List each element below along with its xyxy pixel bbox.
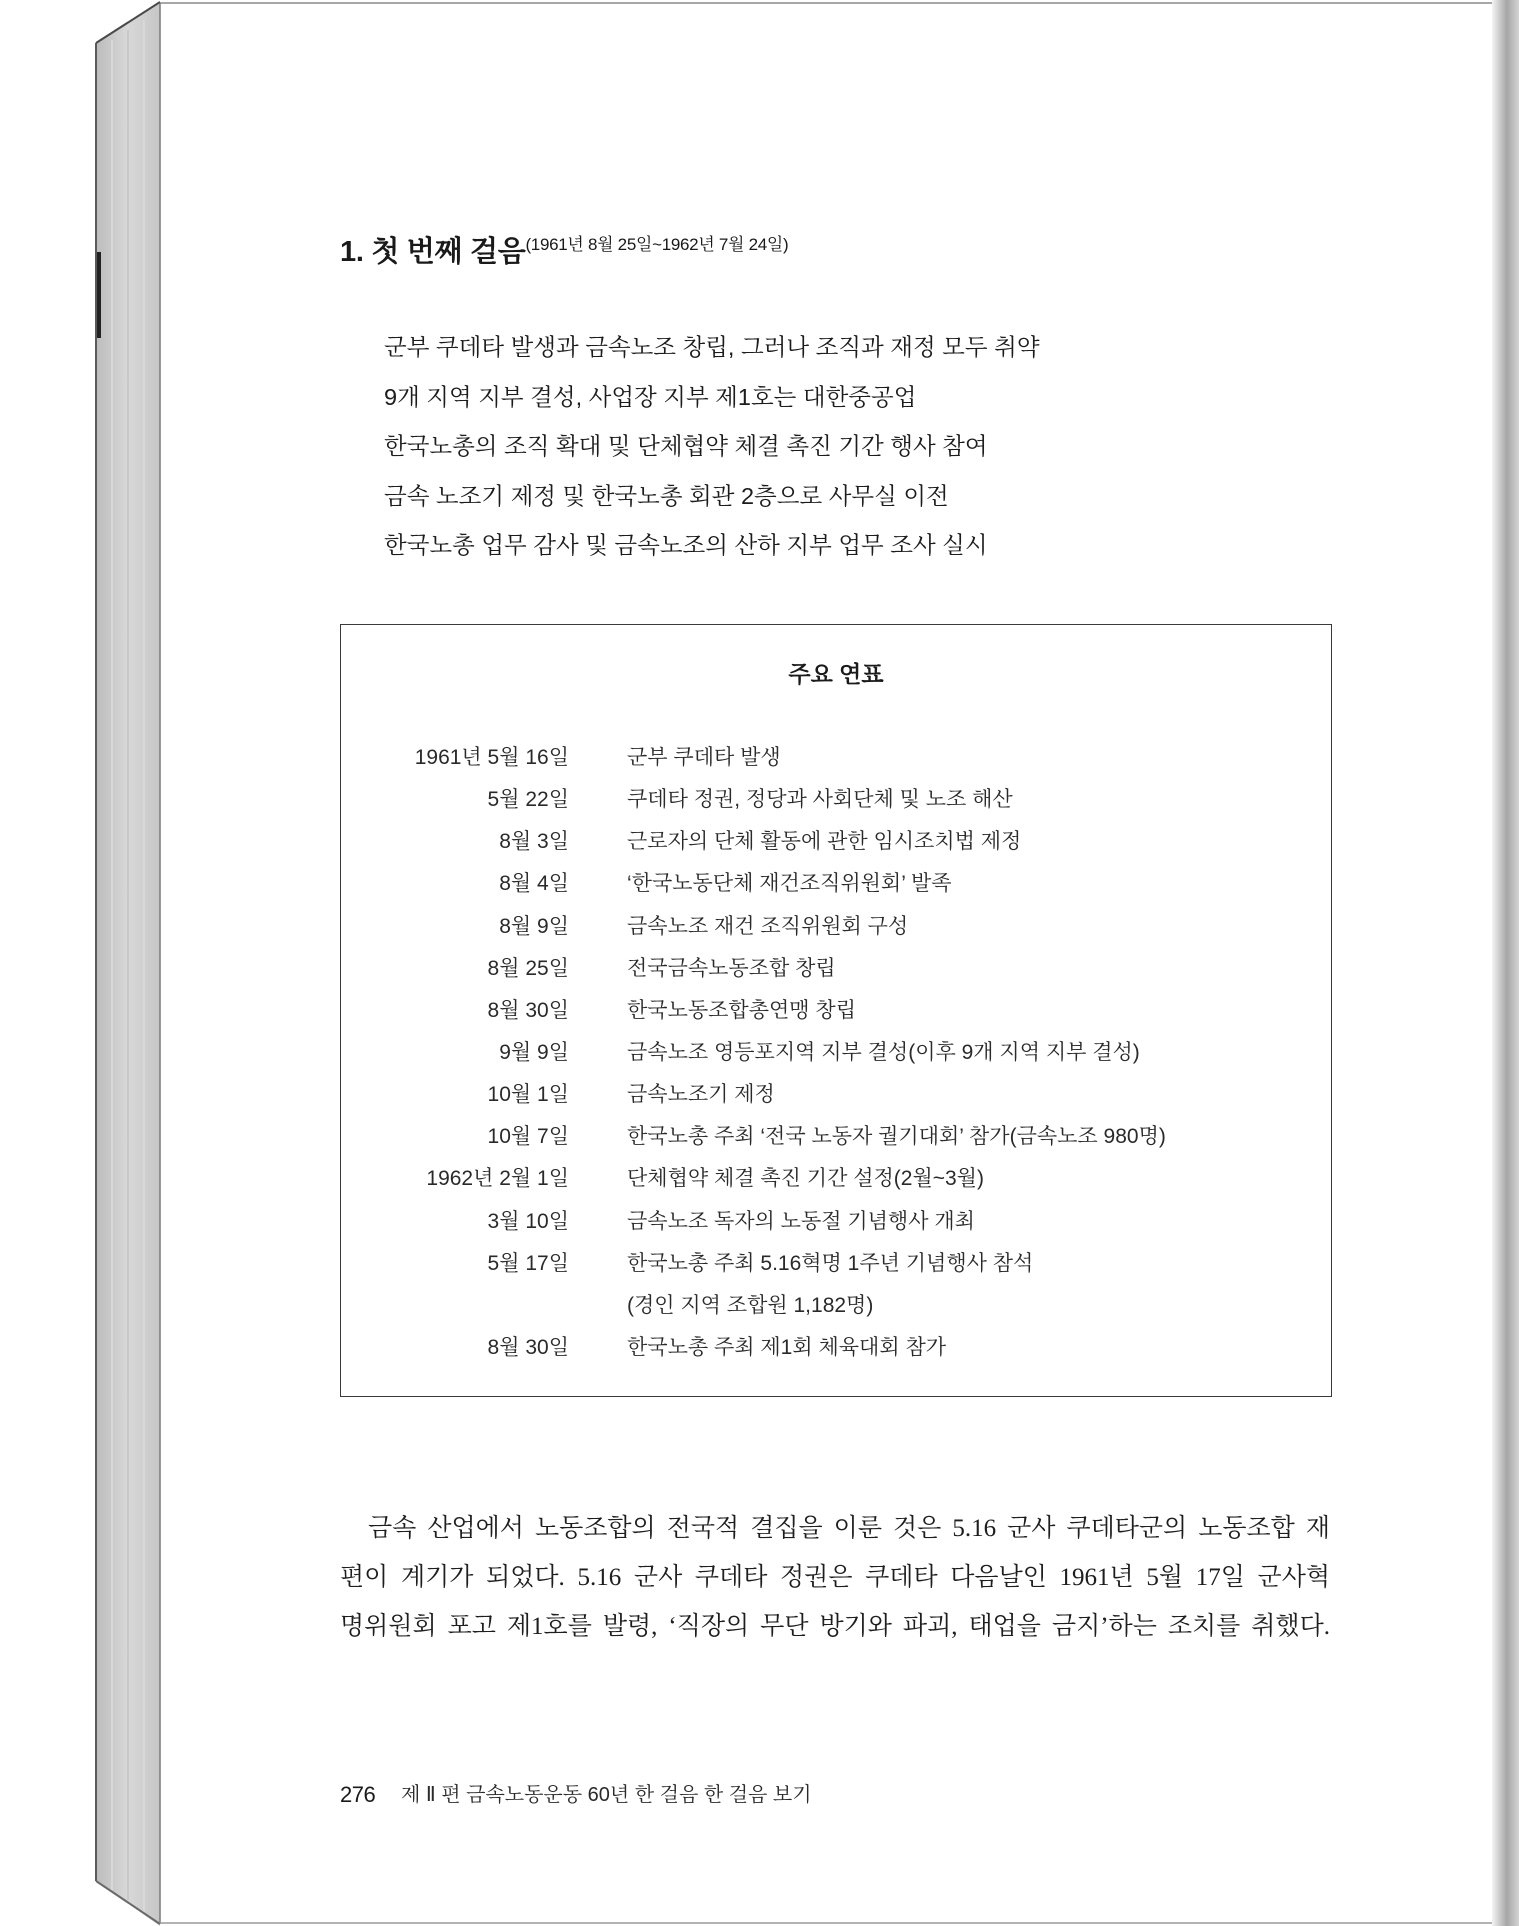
chronology-event: 쿠데타 정권, 정당과 사회단체 및 노조 해산 (627, 788, 1013, 812)
summary-line: 9개 지역 지부 결성, 사업장 지부 제1호는 대한중공업 (384, 383, 917, 410)
section-period: (1961년 8월 25일~1962년 7월 24일) (525, 235, 789, 254)
page-number: 276 (340, 1782, 376, 1807)
chronology-event: ‘한국노동단체 재건조직위원회’ 발족 (627, 872, 952, 896)
chronology-row (341, 1327, 1331, 1369)
chronology-event: 한국노총 주최 5.16혁명 1주년 기념행사 참석 (627, 1251, 1034, 1275)
section-title: 1. 첫 번째 걸음 (340, 236, 526, 268)
chronology-date: 1962년 2월 1일 (426, 1167, 569, 1191)
chronology-date: 5월 22일 (487, 788, 569, 812)
chronology-row (341, 1074, 1331, 1116)
summary-list (384, 323, 1040, 571)
chronology-event: 단체협약 체결 촉진 기간 설정(2월~3월) (627, 1167, 984, 1191)
chronology-row (341, 737, 1331, 779)
bookmark-ribbon (97, 252, 101, 338)
chronology-row (341, 863, 1331, 905)
chronology-date: 9월 9일 (499, 1040, 569, 1064)
chronology-event: 금속노조기 제정 (627, 1083, 775, 1107)
chronology-date: 5월 17일 (487, 1251, 569, 1275)
chronology-table (341, 737, 1331, 1369)
chronology-event: (경인 지역 조합원 1,182명) (627, 1293, 874, 1317)
body-line: 금속 산업에서 노동조합의 전국적 결집을 이룬 것은 5.16 군사 쿠데타군의 노동조합 재 (368, 1515, 1330, 1542)
chronology-event: 한국노총 주최 ‘전국 노동자 궐기대회’ 참가(금속노조 980명) (627, 1125, 1166, 1149)
chronology-event: 금속노조 재건 조직위원회 구성 (627, 914, 909, 938)
chronology-date: 1961년 5월 16일 (414, 746, 569, 769)
chronology-date: 8월 3일 (499, 830, 569, 854)
chronology-row (341, 1201, 1331, 1243)
chronology-row (341, 1032, 1331, 1074)
summary-line: 군부 쿠데타 발생과 금속노조 창립, 그러나 조직과 재정 모두 취약 (384, 334, 1040, 360)
chronology-row (341, 948, 1331, 990)
summary-line: 한국노총 업무 감사 및 금속노조의 산하 지부 업무 조사 실시 (384, 532, 988, 558)
chronology-event: 전국금속노동조합 창립 (627, 956, 836, 980)
chronology-date: 8월 30일 (487, 998, 569, 1022)
summary-line: 한국노총의 조직 확대 및 단체협약 체결 촉진 기간 행사 참여 (384, 433, 988, 459)
chronology-row (341, 906, 1331, 948)
chronology-date: 8월 25일 (487, 956, 569, 980)
chronology-date: 3월 10일 (487, 1209, 569, 1233)
chronology-event: 한국노동조합총연맹 창립 (627, 998, 856, 1022)
chronology-box (340, 624, 1332, 1397)
chronology-event: 한국노총 주최 제1회 체육대회 참가 (627, 1335, 947, 1359)
chronology-event: 금속노조 영등포지역 지부 결성(이후 9개 지역 지부 결성) (627, 1040, 1140, 1064)
chronology-date: 8월 30일 (487, 1335, 569, 1359)
chronology-row (341, 990, 1331, 1032)
body-line: 편이 계기가 되었다. 5.16 군사 쿠데타 정권은 쿠데타 다음날인 1961년 5월 17일 군사혁 (340, 1564, 1330, 1591)
body-paragraph (340, 1504, 1330, 1651)
chronology-row (341, 779, 1331, 821)
chronology-date: 10월 1일 (487, 1083, 569, 1107)
chronology-row (341, 1158, 1331, 1200)
chronology-date: 8월 9일 (499, 914, 569, 938)
chronology-row-continuation (341, 1285, 1331, 1327)
chronology-event: 금속노조 독자의 노동절 기념행사 개최 (627, 1209, 975, 1233)
chronology-event: 근로자의 단체 활동에 관한 임시조치법 제정 (627, 830, 1022, 854)
chronology-date: 10월 7일 (487, 1125, 569, 1149)
chronology-date: 8월 4일 (499, 872, 569, 896)
body-line: 명위원회 포고 제1호를 발령, ‘직장의 무단 방기와 파괴, 태업을 금지’하는 조치를 취했다. (340, 1613, 1330, 1640)
chronology-event: 군부 쿠데타 발생 (627, 746, 781, 769)
chronology-row (341, 1243, 1331, 1285)
summary-line: 금속 노조기 제정 및 한국노총 회관 2층으로 사무실 이전 (384, 482, 949, 509)
chronology-title: 주요 연표 (788, 661, 884, 687)
chronology-row (341, 821, 1331, 863)
section-heading (340, 234, 788, 270)
running-title: 제 Ⅱ 편 금속노동운동 60년 한 걸음 한 걸음 보기 (401, 1784, 812, 1806)
page-right-shadow (1492, 0, 1519, 1926)
chronology-row (341, 1116, 1331, 1158)
